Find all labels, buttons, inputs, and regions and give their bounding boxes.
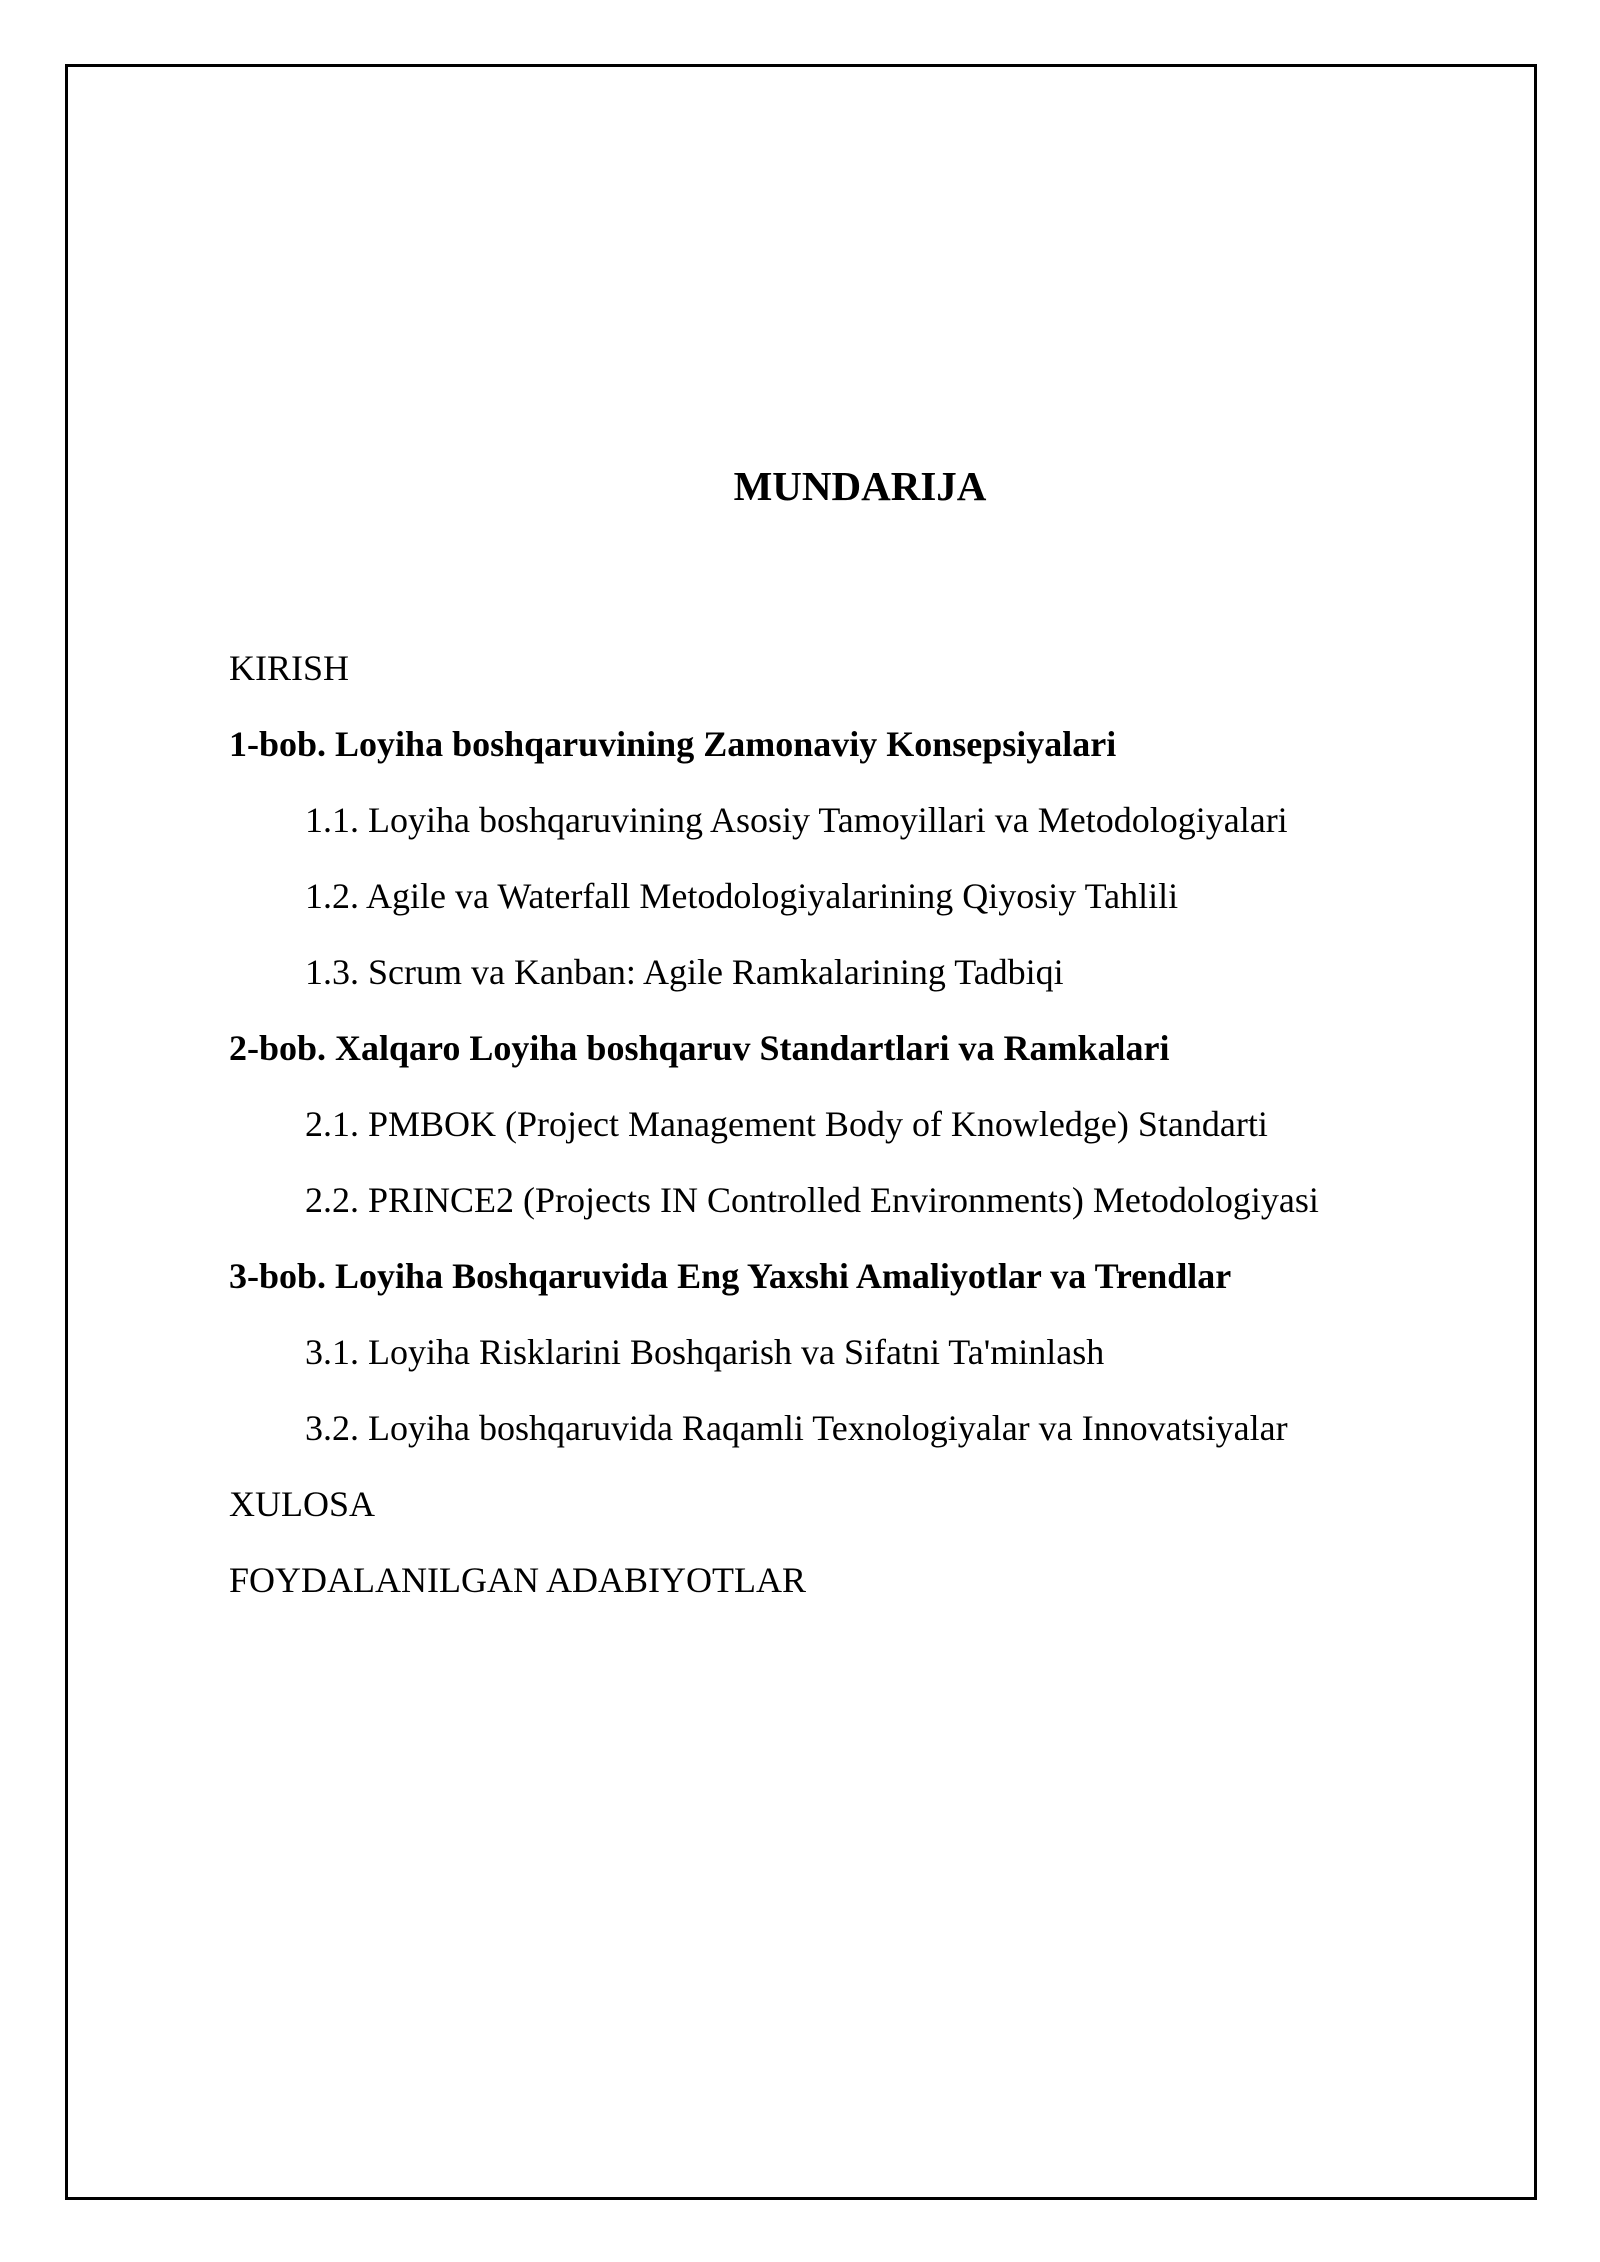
toc-section-3-2: 3.2. Loyiha boshqaruvida Raqamli Texnologiyalar va Innovatsiyalar — [305, 1408, 1288, 1448]
table-of-contents — [229, 638, 1319, 1626]
toc-chapter-2: 2-bob. Xalqaro Loyiha boshqaruv Standartlari va Ramkalari — [229, 1028, 1170, 1068]
toc-section-1-2: 1.2. Agile va Waterfall Metodologiyalarining Qiyosiy Tahlili — [305, 876, 1179, 916]
toc-section-3-1: 3.1. Loyiha Risklarini Boshqarish va Sifatni Ta'minlash — [305, 1332, 1105, 1372]
toc-entry-conclusion: XULOSA — [229, 1484, 376, 1524]
toc-entry-references: FOYDALANILGAN ADABIYOTLAR — [229, 1560, 806, 1600]
toc-chapter-3: 3-bob. Loyiha Boshqaruvida Eng Yaxshi Amaliyotlar va Trendlar — [229, 1256, 1232, 1296]
toc-chapter-1: 1-bob. Loyiha boshqaruvining Zamonaviy Konsepsiyalari — [229, 724, 1117, 764]
toc-section-2-2: 2.2. PRINCE2 (Projects IN Controlled Environments) Metodologiyasi — [305, 1180, 1319, 1220]
toc-section-1-3: 1.3. Scrum va Kanban: Agile Ramkalarining Tadbiqi — [305, 952, 1064, 992]
toc-section-1-1: 1.1. Loyiha boshqaruvining Asosiy Tamoyillari va Metodologiyalari — [305, 800, 1288, 840]
toc-section-2-1: 2.1. PMBOK (Project Management Body of Knowledge) Standarti — [305, 1104, 1268, 1144]
toc-title: MUNDARIJA — [733, 463, 987, 509]
toc-entry-introduction: KIRISH — [229, 648, 350, 688]
